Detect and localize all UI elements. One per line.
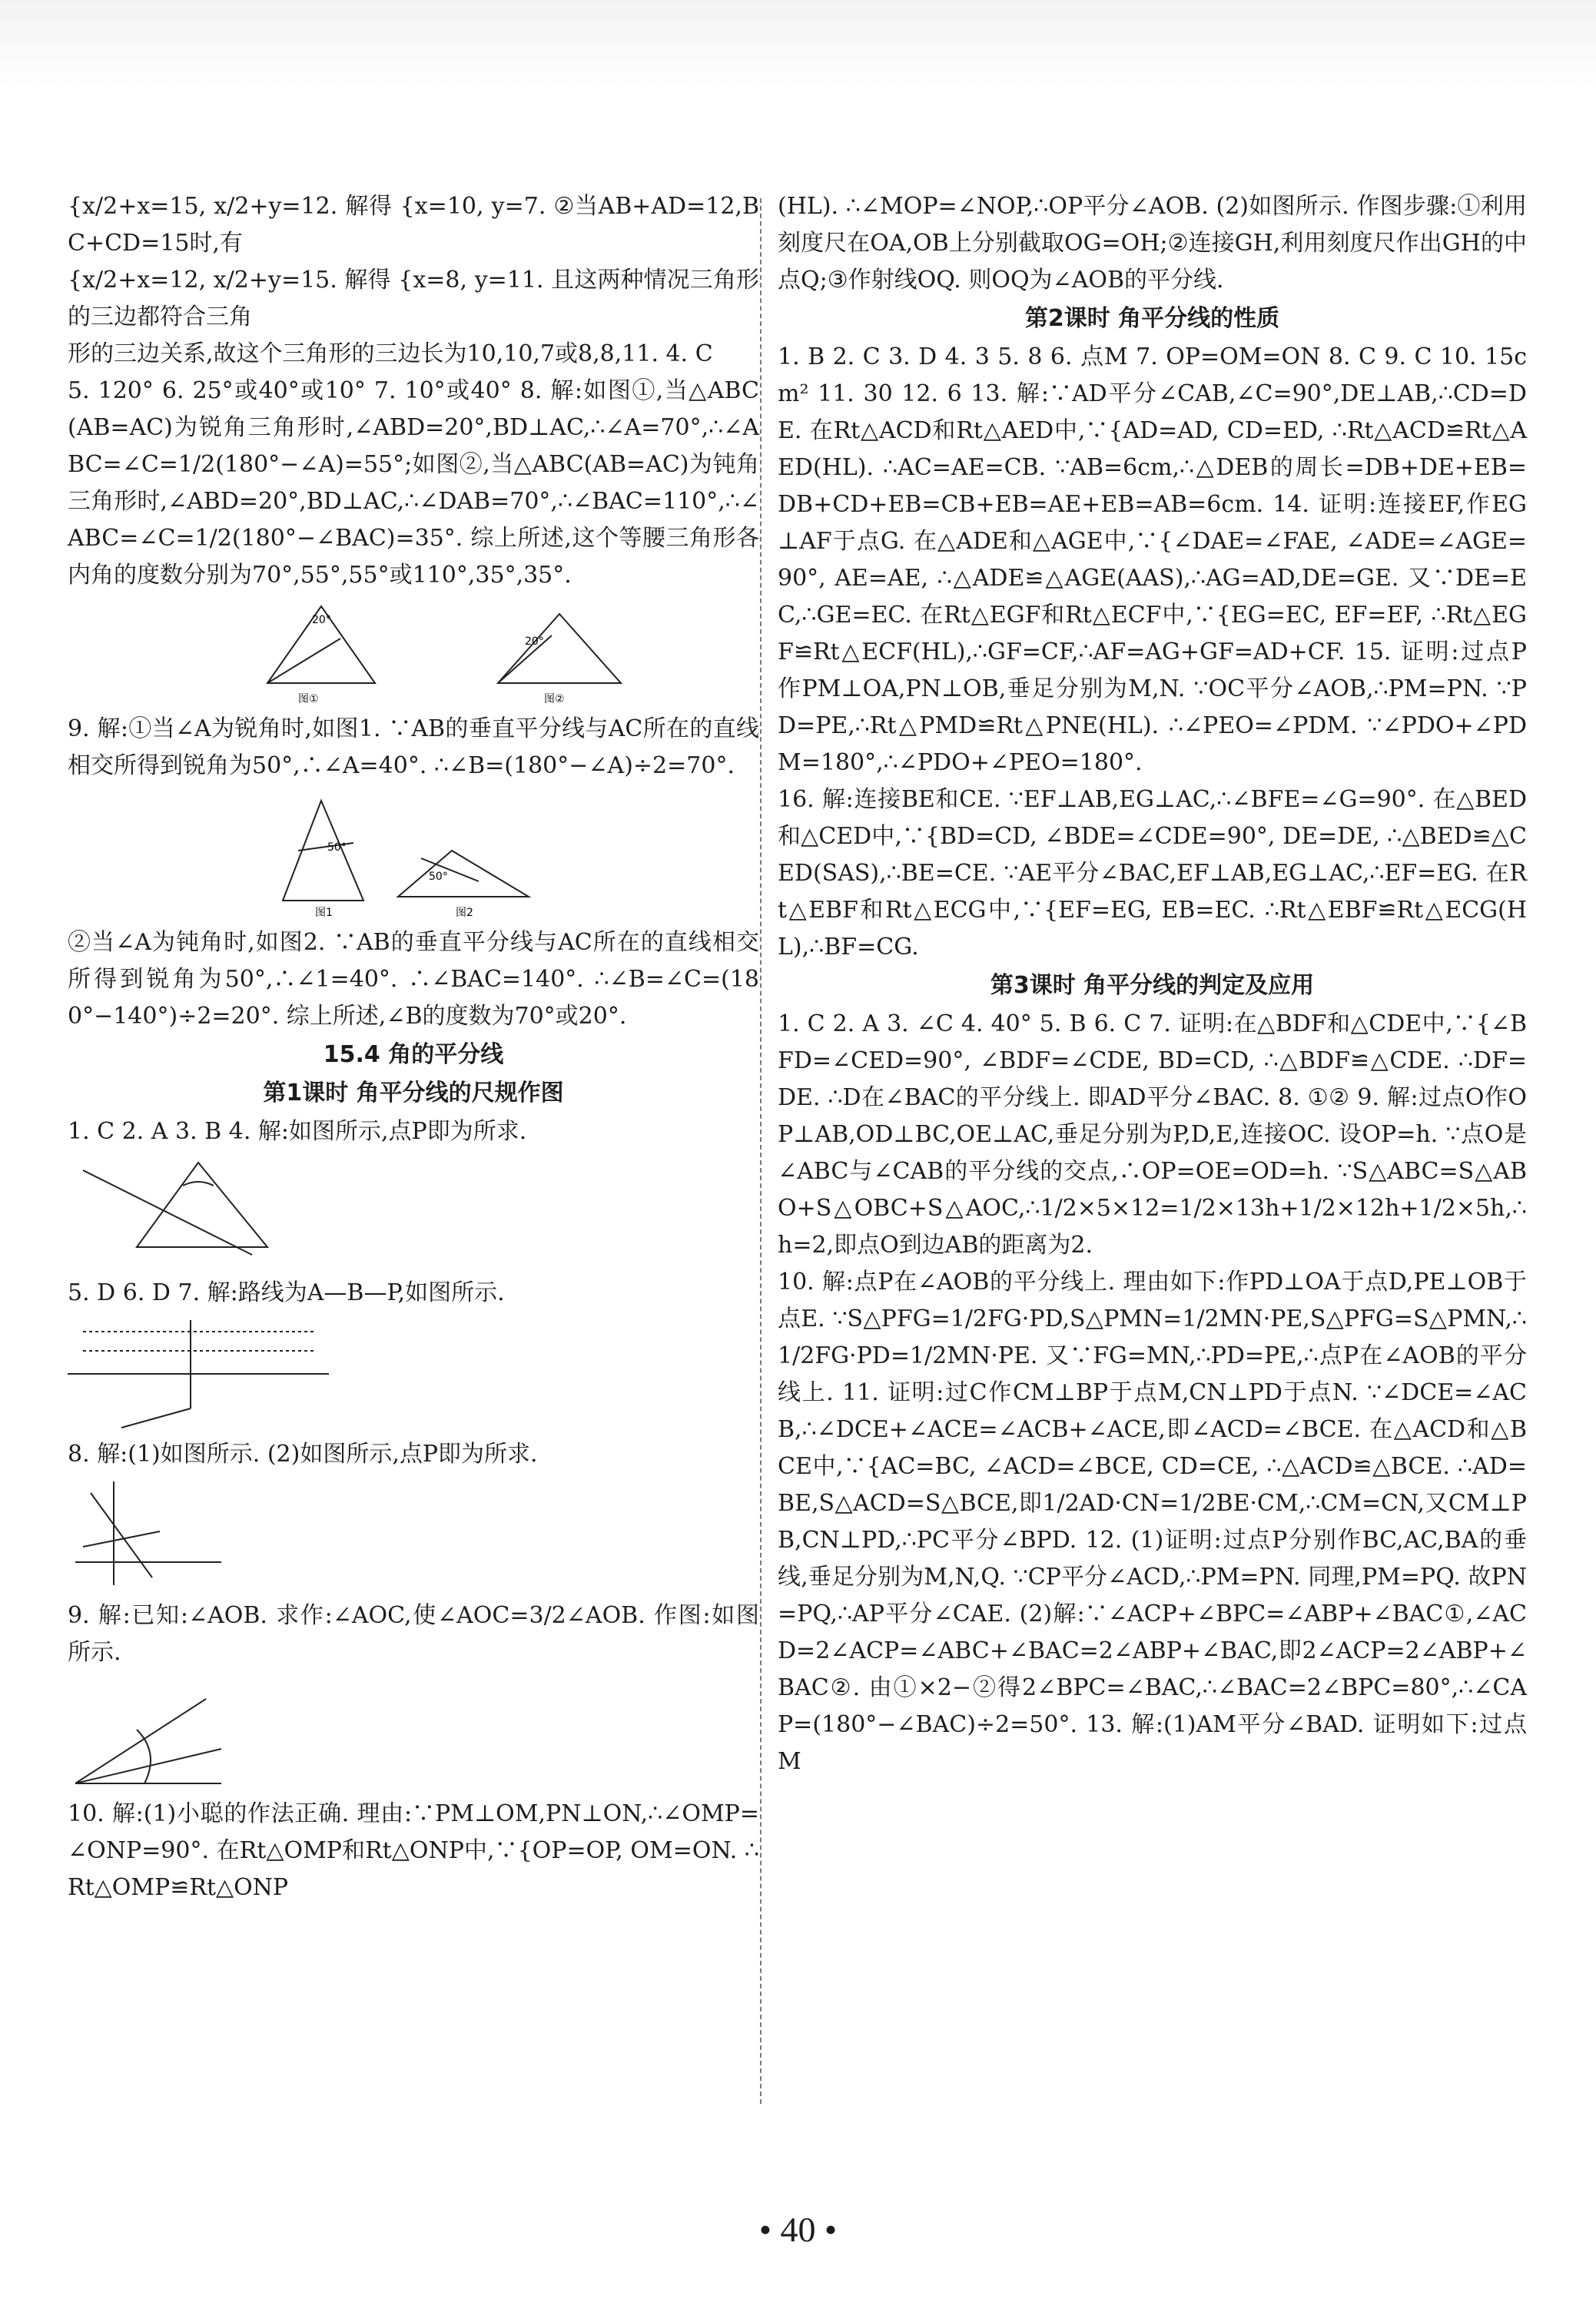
- fig2-angle-label: 20°: [525, 635, 544, 648]
- answer-block: 8. 解:(1)如图所示. (2)如图所示,点P即为所求.: [68, 1441, 538, 1468]
- fig1-angle-label: 20°: [312, 614, 331, 626]
- column-divider: [760, 198, 762, 2104]
- fig4-caption: 图2: [456, 907, 473, 919]
- answer-block: {x/2+x=12, x/2+y=15. 解得 {x=8, y=11. 且这两种情况三角形的三边都符合三角: [68, 267, 759, 330]
- route-diagram: [68, 1316, 759, 1432]
- fig4-angle-label: 50°: [429, 871, 448, 883]
- figure-angle: [68, 1676, 759, 1791]
- answer-block: 9. 解:①当∠A为锐角时,如图1. ∵AB的垂直平分线与AC所在的直线相交所得到锐角为50°,∴∠A=40°. ∴∠B=(180°−∠A)÷2=70°.: [68, 715, 759, 779]
- lesson-heading: 第1课时 角平分线的尺规作图: [263, 1080, 564, 1106]
- figure-triangles-3-4: [68, 789, 759, 920]
- answer-block: 5. D 6. D 7. 解:路线为A—B—P,如图所示.: [68, 1279, 505, 1306]
- figure-route: [68, 1316, 759, 1432]
- answer-block: 16. 解:连接BE和CE. ∵EF⊥AB,EG⊥AC,∴∠BFE=∠G=90°. 在△BED和△CED中,∵{BD=CD, ∠BDE=∠CDE=90°, DE=DE, ∴△BED≌△CED(SAS),∴BE=CE. ∵AE平分∠BAC,EF⊥AB,EG⊥AC,∴EF=EG. 在Rt△EBF和Rt△ECG中,∵{EF=EG, EB=EC. ∴Rt△EBF≌Rt△ECG(HL),∴BF=CG.: [778, 786, 1527, 960]
- answer-block: 9. 解:已知:∠AOB. 求作:∠AOC,使∠AOC=3/2∠AOB. 作图:如图所示.: [68, 1602, 759, 1666]
- perpendicular-diagram: [68, 1478, 759, 1593]
- answer-block: 1. C 2. A 3. B 4. 解:如图所示,点P即为所求.: [68, 1118, 527, 1145]
- fig3-caption: 图1: [315, 907, 333, 919]
- answer-block: 5. 120° 6. 25°或40°或10° 7. 10°或40° 8. 解:如图①,当△ABC(AB=AC)为锐角三角形时,∠ABD=20°,BD⊥AC,∴∠A=70°,∴∠ABC=∠C=1/2(180°−∠A)=55°;如图②,当△ABC(AB=AC)为钝角三角形时,∠ABD=20°,BD⊥AC,∴∠DAB=70°,∴∠BAC=110°,∴∠ABC=∠C=1/2(180°−∠BAC)=35°. 综上所述,这个等腰三角形各内角的度数分别为70°,55°,55°或110°,35°,35°.: [68, 377, 759, 589]
- fig1-caption: 图①: [298, 693, 319, 705]
- lesson-heading: 第2课时 角平分线的性质: [1024, 305, 1280, 332]
- angle-diagram: [68, 1676, 759, 1791]
- triangle-diagram: [68, 599, 759, 706]
- answer-block: ②当∠A为钝角时,如图2. ∵AB的垂直平分线与AC所在的直线相交所得到锐角为50°,∴∠1=40°. ∴∠BAC=140°. ∴∠B=∠C=(180°−140°)÷2=20°. 综上所述,∠B的度数为70°或20°.: [68, 929, 759, 1030]
- fig2-caption: 图②: [544, 693, 565, 705]
- fig3-angle-label: 50°: [327, 841, 347, 854]
- answer-block: {x/2+x=15, x/2+y=12. 解得 {x=10, y=7. ②当AB+AD=12,BC+CD=15时,有: [68, 193, 759, 257]
- figure-triangles-1-2: [68, 599, 759, 706]
- top-shadow-band: [0, 0, 1596, 88]
- answer-block: 1. C 2. A 3. ∠C 4. 40° 5. B 6. C 7. 证明:在△BDF和△CDE中,∵{∠BFD=∠CED=90°, ∠BDF=∠CDE, BD=CD, ∴△BDF≌△CDE. ∴DF=DE. ∴D在∠BAC的平分线上. 即AD平分∠BAC. 8. ①② 9. 解:过点O作OP⊥AB,OD⊥BC,OE⊥AC,垂足分别为P,D,E,连接OC. 设OP=h. ∵点O是∠ABC与∠CAB的平分线的交点,∴OP=OE=OD=h. ∵S△ABC=S△ABO+S△OBC+S△AOC,∴1/2×5×12=1/2×13h+1/2×12h+1/2×5h,∴h=2,即点O到边AB的距离为2.: [778, 1010, 1527, 1259]
- section-heading: 15.4 角的平分线: [323, 1041, 504, 1068]
- figure-construction-4: [68, 1155, 759, 1270]
- left-column: [68, 188, 759, 1906]
- answer-block: 1. B 2. C 3. D 4. 3 5. 8 6. 点M 7. OP=OM=ON 8. C 9. C 10. 15cm² 11. 30 12. 6 13. 解:∵AD平分∠CAB,∠C=90°,DE⊥AB,∴CD=DE. 在Rt△ACD和Rt△AED中,∵{AD=AD, CD=ED, ∴Rt△ACD≌Rt△AED(HL). ∴AC=AE=CB. ∵AB=6cm,∴△DEB的周长=DB+DE+EB=DB+CD+EB=CB+EB=AE+EB=AB=6cm. 14. 证明:连接EF,作EG⊥AF于点G. 在△ADE和△AGE中,∵{∠DAE=∠FAE, ∠ADE=∠AGE=90°, AE=AE, ∴△ADE≌△AGE(AAS),∴AG=AD,DE=GE. 又∵DE=EC,∴GE=EC. 在Rt△EGF和Rt△ECF中,∵{EG=EC, EF=EF, ∴Rt△EGF≌Rt△ECF(HL),∴GF=CF,∴AF=AG+GF=AD+CF. 15. 证明:过点P作PM⊥OA,PN⊥OB,垂足分别为M,N. ∵OC平分∠AOB,∴PM=PN. ∵PD=PE,∴Rt△PMD≌Rt△PNE(HL). ∴∠PEO=∠PDM. ∵∠PDO+∠PDM=180°,∴∠PDO+∠PEO=180°.: [778, 343, 1527, 776]
- page-number: • 40 •: [758, 2210, 838, 2249]
- answer-block: 10. 解:(1)小聪的作法正确. 理由:∵PM⊥OM,PN⊥ON,∴∠OMP=∠ONP=90°. 在Rt△OMP和Rt△ONP中,∵{OP=OP, OM=ON. ∴Rt△OMP≌Rt△ONP: [68, 1800, 759, 1901]
- answer-block: 10. 解:点P在∠AOB的平分线上. 理由如下:作PD⊥OA于点D,PE⊥OB于点E. ∵S△PFG=1/2FG·PD,S△PMN=1/2MN·PE,S△PFG=S△PMN,∴1/2FG·PD=1/2MN·PE. 又∵FG=MN,∴PD=PE,∴点P在∠AOB的平分线上. 11. 证明:过C作CM⊥BP于点M,CN⊥PD于点N. ∵∠DCE=∠ACB,∴∠DCE+∠ACE=∠ACB+∠ACE,即∠ACD=∠BCE. 在△ACD和△BCE中,∵{AC=BC, ∠ACD=∠BCE, CD=CE, ∴△ACD≌△BCE. ∴AD=BE,S△ACD=S△BCE,即1/2AD·CN=1/2BE·CM,∴CM=CN,又CM⊥PB,CN⊥PD,∴PC平分∠BPD. 12. (1)证明:过点P分别作BC,AC,BA的垂线,垂足分别为M,N,Q. ∵CP平分∠ACD,∴PM=PN. 同理,PM=PQ. 故PN=PQ,∴AP平分∠CAE. (2)解:∵∠ACP+∠BPC=∠ABP+∠BAC①,∠ACD=2∠ACP=∠ABC+∠BAC=2∠ABP+∠BAC,即2∠ACP=2∠ABP+∠BAC②. 由①×2−②得2∠BPC=∠BAC,∴∠BAC=2∠BPC=80°,∴∠CAP=(180°−∠BAC)÷2=50°. 13. 解:(1)AM平分∠BAD. 证明如下:过点M: [778, 1269, 1527, 1775]
- construction-diagram: [68, 1155, 759, 1270]
- right-column: [778, 188, 1527, 1780]
- answer-block: 形的三边关系,故这个三角形的三边长为10,10,7或8,8,11. 4. C: [68, 340, 713, 367]
- lesson-heading: 第3课时 角平分线的判定及应用: [990, 972, 1315, 999]
- figure-perpendicular: [68, 1478, 759, 1593]
- triangle-diagram: [68, 789, 759, 920]
- answer-block: (HL). ∴∠MOP=∠NOP,∴OP平分∠AOB. (2)如图所示. 作图步骤:①利用刻度尺在OA,OB上分别截取OG=OH;②连接GH,利用刻度尺作出GH的中点Q;③作射线OQ. 则OQ为∠AOB的平分线.: [778, 193, 1527, 294]
